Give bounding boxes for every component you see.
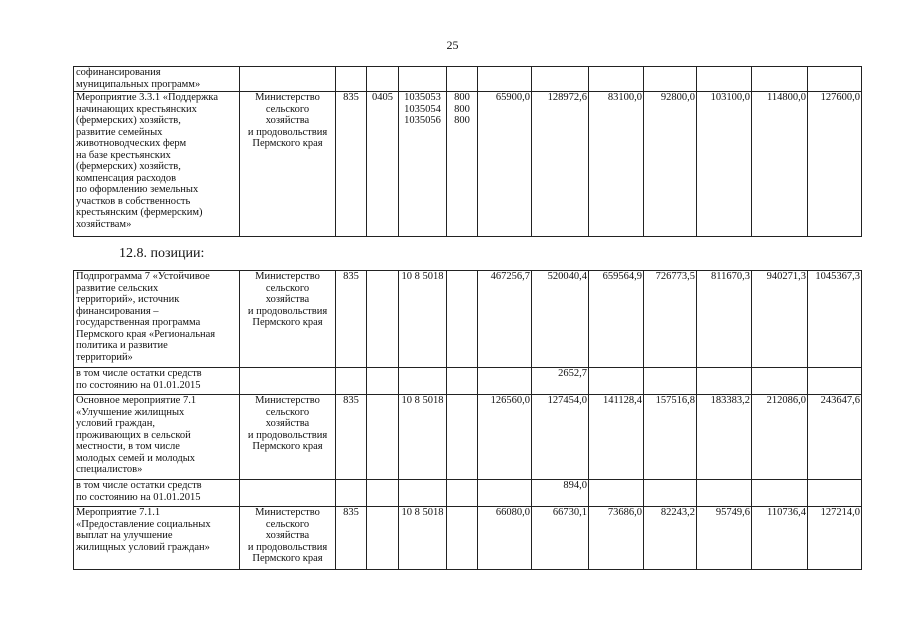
- row-value-1: 467256,7: [478, 271, 532, 368]
- row-target-article: 1035053 1035054 1035056: [399, 92, 447, 237]
- row-description: Мероприятие 3.3.1 «Поддержка начинающих крестьянских (фермерских) хозяйств, развитие семейных животноводческих ферм на базе крестьянских (фермерских) хозяйств, компенсация расходов по оформлению земельных участков в собственность крестьянским (фермерским) хозяйствам»: [74, 92, 240, 237]
- table-row: [74, 368, 862, 395]
- table-row: [74, 480, 862, 507]
- table-row: [74, 395, 862, 480]
- row-section-code: 0405: [367, 92, 399, 237]
- row-description: в том числе остатки средств по состоянию на 01.01.2015: [74, 368, 240, 395]
- row-expense-type: [447, 368, 478, 395]
- row-value-3: 73686,0: [589, 507, 644, 570]
- row-value-5: [697, 67, 752, 92]
- row-target-article: [399, 368, 447, 395]
- row-value-6: [752, 480, 808, 507]
- row-responsible-org: Министерство сельского хозяйства и продовольствия Пермского края: [240, 92, 336, 237]
- row-target-article: 10 8 5018: [399, 271, 447, 368]
- row-value-4: [644, 368, 697, 395]
- row-responsible-org: Министерство сельского хозяйства и продовольствия Пермского края: [240, 395, 336, 480]
- row-target-article: [399, 480, 447, 507]
- budget-table-top: [73, 66, 862, 237]
- row-grbs-code: [336, 480, 367, 507]
- row-value-4: [644, 67, 697, 92]
- row-expense-type: 800 800 800: [447, 92, 478, 237]
- table-row: [74, 271, 862, 368]
- row-value-6: 114800,0: [752, 92, 808, 237]
- row-expense-type: [447, 271, 478, 368]
- row-value-2: 66730,1: [532, 507, 589, 570]
- row-description: в том числе остатки средств по состоянию на 01.01.2015: [74, 480, 240, 507]
- row-value-7: 127214,0: [808, 507, 862, 570]
- row-value-7: [808, 480, 862, 507]
- row-value-4: 92800,0: [644, 92, 697, 237]
- table-row: [74, 92, 862, 237]
- row-target-article: 10 8 5018: [399, 507, 447, 570]
- row-value-4: 82243,2: [644, 507, 697, 570]
- table-row: [74, 507, 862, 570]
- row-value-7: [808, 67, 862, 92]
- row-expense-type: [447, 507, 478, 570]
- row-value-6: [752, 368, 808, 395]
- row-value-5: 811670,3: [697, 271, 752, 368]
- row-value-2: 2652,7: [532, 368, 589, 395]
- section-heading: 12.8. позиции:: [119, 246, 205, 261]
- row-responsible-org: [240, 368, 336, 395]
- row-value-1: 66080,0: [478, 507, 532, 570]
- row-description: софинансирования муниципальных программ»: [74, 67, 240, 92]
- row-value-5: 183383,2: [697, 395, 752, 480]
- row-responsible-org: Министерство сельского хозяйства и продовольствия Пермского края: [240, 271, 336, 368]
- row-grbs-code: 835: [336, 271, 367, 368]
- row-value-6: 940271,3: [752, 271, 808, 368]
- row-description: Подпрограмма 7 «Устойчивое развитие сельских территорий», источник финансирования – государственная программа Пермского края «Региональная политика и развитие территорий»: [74, 271, 240, 368]
- row-value-5: 103100,0: [697, 92, 752, 237]
- row-responsible-org: [240, 480, 336, 507]
- row-value-4: 726773,5: [644, 271, 697, 368]
- row-value-1: [478, 480, 532, 507]
- row-value-3: [589, 67, 644, 92]
- row-value-1: 65900,0: [478, 92, 532, 237]
- row-value-6: 212086,0: [752, 395, 808, 480]
- row-expense-type: [447, 395, 478, 480]
- row-value-6: 110736,4: [752, 507, 808, 570]
- row-grbs-code: [336, 67, 367, 92]
- row-value-1: [478, 368, 532, 395]
- row-value-3: 659564,9: [589, 271, 644, 368]
- row-grbs-code: [336, 368, 367, 395]
- row-value-4: 157516,8: [644, 395, 697, 480]
- row-value-5: [697, 480, 752, 507]
- row-value-7: 127600,0: [808, 92, 862, 237]
- row-value-2: 520040,4: [532, 271, 589, 368]
- row-value-2: 894,0: [532, 480, 589, 507]
- budget-table-bottom: [73, 270, 862, 570]
- row-value-7: [808, 368, 862, 395]
- row-section-code: [367, 368, 399, 395]
- page-number: 25: [446, 38, 459, 52]
- row-value-2: [532, 67, 589, 92]
- row-section-code: [367, 480, 399, 507]
- row-responsible-org: [240, 67, 336, 92]
- row-value-1: [478, 67, 532, 92]
- row-value-1: 126560,0: [478, 395, 532, 480]
- row-value-4: [644, 480, 697, 507]
- row-value-5: [697, 368, 752, 395]
- row-section-code: [367, 395, 399, 480]
- row-description: Основное мероприятие 7.1 «Улучшение жилищных условий граждан, проживающих в сельской местности, в том числе молодых семей и молодых специалистов»: [74, 395, 240, 480]
- row-value-3: [589, 368, 644, 395]
- row-value-2: 128972,6: [532, 92, 589, 237]
- row-target-article: [399, 67, 447, 92]
- row-description: Мероприятие 7.1.1 «Предоставление социальных выплат на улучшение жилищных условий граждан»: [74, 507, 240, 570]
- row-value-3: 83100,0: [589, 92, 644, 237]
- row-value-7: 1045367,3: [808, 271, 862, 368]
- row-value-3: 141128,4: [589, 395, 644, 480]
- row-target-article: 10 8 5018: [399, 395, 447, 480]
- row-section-code: [367, 67, 399, 92]
- table-row: [74, 67, 862, 92]
- row-section-code: [367, 271, 399, 368]
- row-value-5: 95749,6: [697, 507, 752, 570]
- row-grbs-code: 835: [336, 92, 367, 237]
- row-value-2: 127454,0: [532, 395, 589, 480]
- row-grbs-code: 835: [336, 507, 367, 570]
- row-value-7: 243647,6: [808, 395, 862, 480]
- row-value-6: [752, 67, 808, 92]
- row-grbs-code: 835: [336, 395, 367, 480]
- row-responsible-org: Министерство сельского хозяйства и продовольствия Пермского края: [240, 507, 336, 570]
- row-value-3: [589, 480, 644, 507]
- row-expense-type: [447, 480, 478, 507]
- row-section-code: [367, 507, 399, 570]
- row-expense-type: [447, 67, 478, 92]
